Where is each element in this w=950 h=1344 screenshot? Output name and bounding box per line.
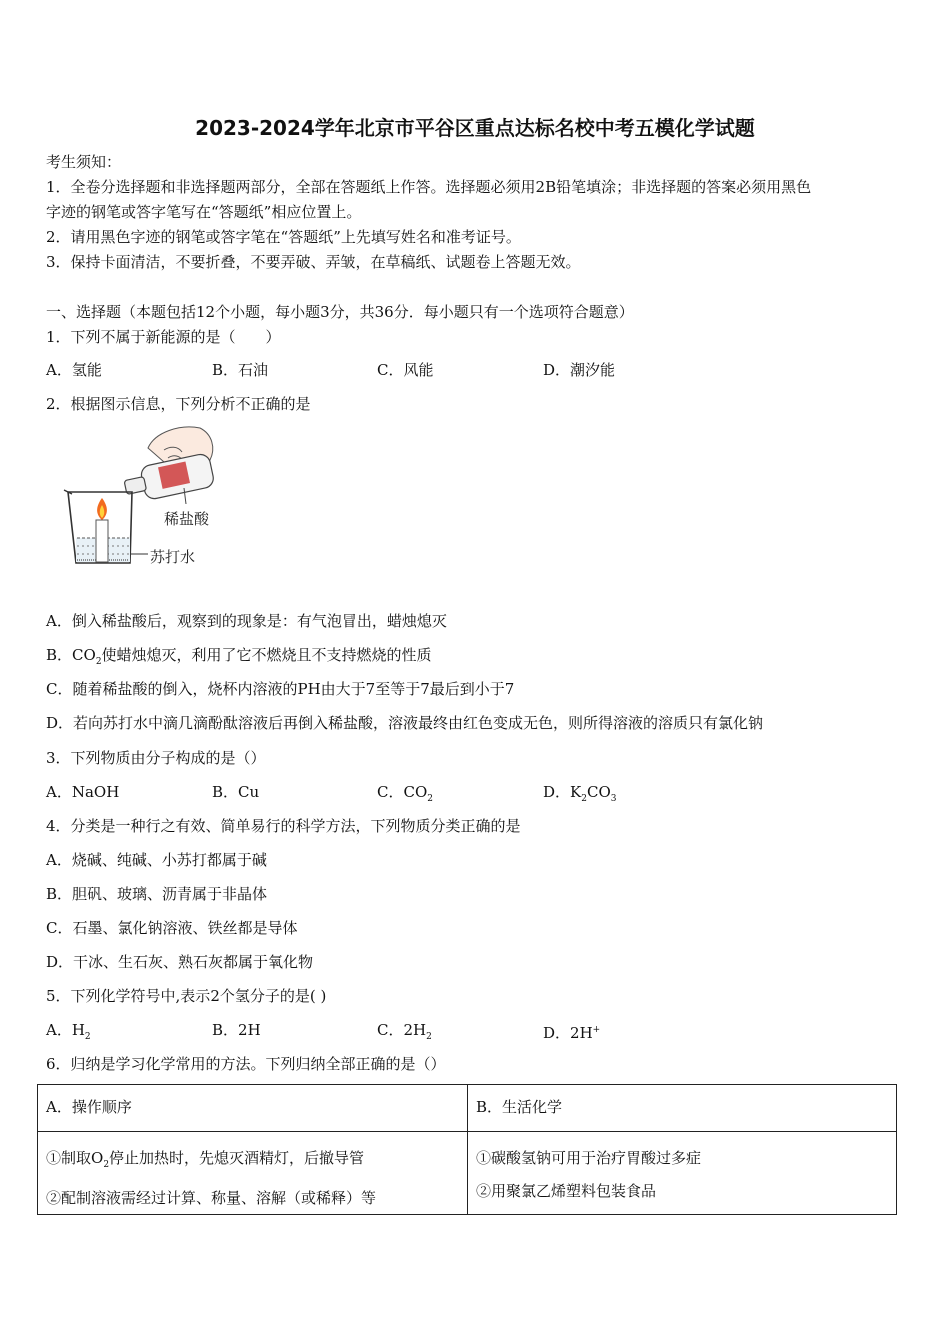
q2-option-c: C．随着稀盐酸的倒入，烧杯内溶液的PH由大于7至等于7最后到小于7 bbox=[46, 680, 515, 698]
notice-item-1-line-2: 字迹的钢笔或答字笔写在“答题纸”相应位置上。 bbox=[46, 203, 362, 221]
notice-item-3: 3．保持卡面清洁，不要折叠，不要弄破、弄皱，在草稿纸、试题卷上答题无效。 bbox=[46, 253, 581, 271]
q3-option-c: C．$CO_2$ bbox=[377, 783, 433, 804]
notice-item-2: 2．请用黑色字迹的钢笔或答字笔在“答题纸”上先填写姓名和准考证号。 bbox=[46, 228, 521, 246]
beaker-candle-figure bbox=[60, 420, 230, 580]
q4-option-b: B．胆矾、玻璃、沥青属于非晶体 bbox=[46, 885, 268, 903]
q4-stem: 4．分类是一种行之有效、简单易行的科学方法，下列物质分类正确的是 bbox=[46, 817, 521, 835]
q6-cell-a-body bbox=[38, 1132, 468, 1215]
q2-option-a: A．倒入稀盐酸后，观察到的现象是：有气泡冒出，蜡烛熄灭 bbox=[46, 612, 447, 630]
q6-cell-b-body bbox=[468, 1132, 897, 1215]
candle bbox=[96, 520, 108, 562]
q1-option-b: B．石油 bbox=[212, 361, 269, 379]
q6-cell-b-head: B．生活化学 bbox=[468, 1085, 897, 1132]
q5-option-c: C．$2H_2$ bbox=[377, 1021, 432, 1042]
q6-table bbox=[37, 1084, 897, 1215]
q3-option-d: D．$K_2CO_3$ bbox=[543, 783, 617, 804]
q2-option-d: D．若向苏打水中滴几滴酚酞溶液后再倒入稀盐酸，溶液最终由红色变成无色，则所得溶液的溶质只有氯化钠 bbox=[46, 714, 764, 732]
q3-stem: 3．下列物质由分子构成的是（） bbox=[46, 749, 266, 767]
q6-stem: 6．归纳是学习化学常用的方法。下列归纳全部正确的是（） bbox=[46, 1055, 446, 1073]
notice-heading: 考生须知： bbox=[46, 153, 122, 171]
section-heading: 一、选择题（本题包括12个小题，每小题3分，共36分．每小题只有一个选项符合题意） bbox=[46, 303, 634, 321]
q5-option-d: D．2H+ bbox=[543, 1024, 601, 1042]
q6-a-item-1: ①制取$O_2$停止加热时，先熄灭酒精灯，后撤导管 bbox=[46, 1149, 365, 1170]
q1-stem: 1．下列不属于新能源的是（ ） bbox=[46, 328, 281, 346]
q1-option-d: D．潮汐能 bbox=[543, 361, 616, 379]
q4-option-c: C．石墨、氯化钠溶液、铁丝都是导体 bbox=[46, 919, 298, 937]
label-soda-water: 苏打水 bbox=[150, 548, 196, 566]
q4-option-d: D．干冰、生石灰、熟石灰都属于氧化物 bbox=[46, 953, 314, 971]
q3-option-b: B．Cu bbox=[212, 783, 260, 801]
q3-option-a: A．NaOH bbox=[46, 783, 120, 801]
page-title: 2023-2024学年北京市平谷区重点达标名校中考五模化学试题 bbox=[195, 116, 755, 140]
q5-option-b: B．2H bbox=[212, 1021, 261, 1039]
q5-stem: 5．下列化学符号中,表示2个氢分子的是( ) bbox=[46, 987, 327, 1005]
q6-cell-a-head: A．操作顺序 bbox=[38, 1085, 468, 1132]
label-dilute-hcl: 稀盐酸 bbox=[164, 510, 210, 528]
q4-option-a: A．烧碱、纯碱、小苏打都属于碱 bbox=[46, 851, 267, 869]
q6-b-item-1: ①碳酸氢钠可用于治疗胃酸过多症 bbox=[476, 1149, 702, 1167]
q2-option-b: B．$CO_2$使蜡烛熄灭，利用了它不燃烧且不支持燃烧的性质 bbox=[46, 646, 432, 667]
q6-b-item-2: ②用聚氯乙烯塑料包装食品 bbox=[476, 1182, 657, 1200]
q1-option-a: A．氢能 bbox=[46, 361, 102, 379]
q2-stem: 2．根据图示信息，下列分析不正确的是 bbox=[46, 395, 311, 413]
q5-option-a: A．$H_2$ bbox=[46, 1021, 91, 1042]
q1-option-c: C．风能 bbox=[377, 361, 434, 379]
q6-a-item-2: ②配制溶液需经过计算、称量、溶解（或稀释）等 bbox=[46, 1189, 377, 1207]
notice-item-1-line-1: 1．全卷分选择题和非选择题两部分，全部在答题纸上作答。选择题必须用2B铅笔填涂；非选择题的答案必须用黑色 bbox=[46, 178, 812, 196]
